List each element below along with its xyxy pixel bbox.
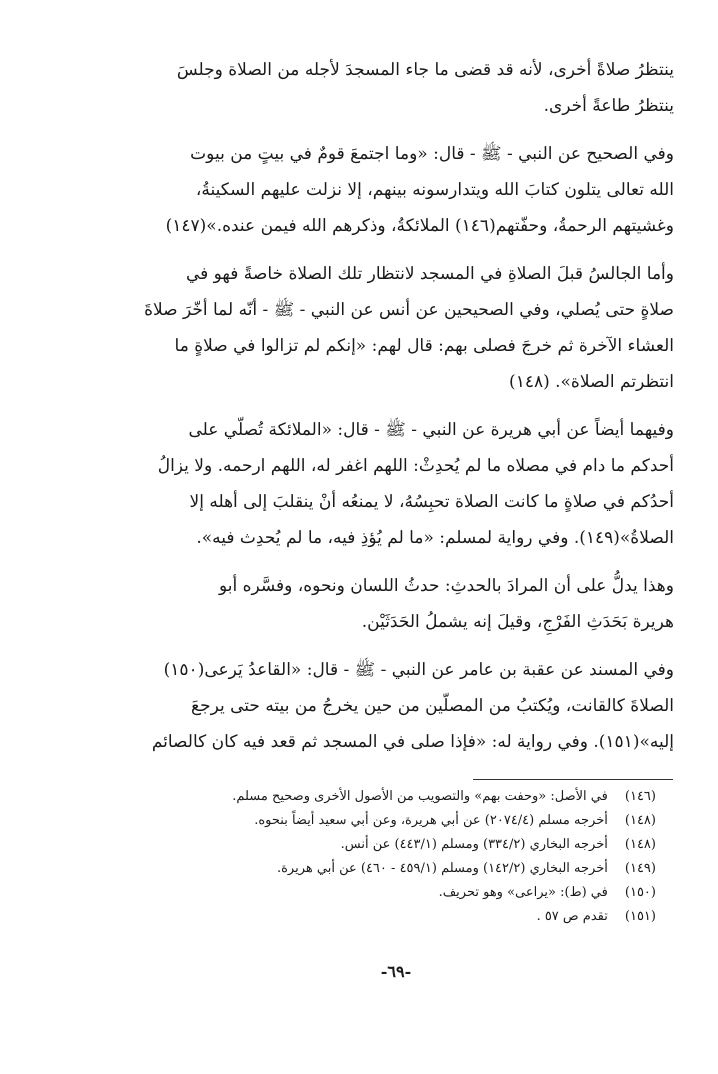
footnote-text: في (ط): «يراعى» وهو تحريف. — [438, 885, 608, 900]
paragraph-3 — [118, 256, 674, 400]
footnote-number: (١٥١) — [624, 909, 656, 924]
text-line: العشاء الآخرة ثم خرجَ فصلى بهم: قال لهم: «إنكم لم تزالوا في صلاةٍ ما — [174, 336, 674, 356]
footnote-number: (١٥٠) — [624, 885, 656, 900]
text-line: الصلاةُ»(١٤٩). وفي رواية لمسلم: «ما لم يُؤذِ فيه، ما لم يُحدِث فيه». — [196, 528, 674, 548]
text-line: هريرة بَحَدَثِ الفَرْجِ، وقيلَ إنه يشملُ الحَدَثَيْن. — [361, 612, 674, 632]
paragraph-6 — [118, 652, 674, 760]
paragraph-2 — [118, 136, 674, 244]
text-line: انتظرتم الصلاة». (١٤٨) — [509, 372, 674, 392]
footnote-item — [118, 833, 656, 857]
text-line: ينتظرُ طاعةً أخرى. — [543, 96, 674, 116]
text-line: أحدكم ما دام في مصلاه ما لم يُحدِثْ: اللهم اغفر له، اللهم ارحمه. ولا يزالُ — [157, 456, 674, 476]
text-line: الصلاةَ كالقانت، ويُكتبُ من المصلّين من حين يخرجُ من بيته حتى يرجعَ — [191, 696, 674, 716]
footnote-item — [118, 857, 656, 881]
footnotes-list — [118, 785, 674, 929]
footnote-text: تقدم ص ٥٧ . — [536, 909, 608, 924]
book-page — [118, 52, 674, 1052]
footnote-number: (١٤٨) — [624, 813, 656, 828]
footnote-item — [118, 905, 656, 929]
footnote-text: أخرجه البخاري (١٤٢/٢) ومسلم (٤٥٩/١ - ٤٦٠) عن أبي هريرة. — [276, 861, 608, 876]
text-line: الله تعالى يتلون كتابَ الله ويتدارسونه بينهم، إلا نزلت عليهم السكينةُ، — [195, 180, 674, 200]
footnote-number: (١٤٨) — [624, 837, 656, 852]
text-line: وأما الجالسُ قبلَ الصلاةِ في المسجد لانتظار تلك الصلاة خاصةً فهو في — [185, 264, 674, 284]
footnote-number: (١٤٩) — [624, 861, 656, 876]
text-line: صلاةٍ حتى يُصلي، وفي الصحيحين عن أنس عن النبي - ﷺ - أنّه لما أخّرَ صلاةَ — [144, 300, 674, 320]
paragraph-1 — [118, 52, 674, 124]
footnote-text: في الأصل: «وحفت بهم» والتصويب من الأصول الأخرى وصحيح مسلم. — [232, 789, 608, 804]
text-line: ينتظرُ صلاةً أخرى، لأنه قد قضى ما جاء المسجدَ لأجله من الصلاة وجلسَ — [176, 60, 674, 80]
paragraph-5 — [118, 568, 674, 640]
footnote-divider — [473, 779, 673, 780]
text-line: وغشيتهم الرحمةُ، وحفّتهم(١٤٦) الملائكةُ، وذكرهم الله فيمن عنده.»(١٤٧) — [165, 216, 674, 236]
text-line: أحدُكم في صلاةٍ ما كانت الصلاة تحبِسُهُ، لا يمنعُه أنْ ينقلبَ إلى أهله إلا — [189, 492, 674, 512]
paragraph-4 — [118, 412, 674, 556]
text-line: وفيهما أيضاً عن أبي هريرة عن النبي - ﷺ - قال: «الملائكة تُصلّي على — [188, 420, 674, 440]
footnote-text: أخرجه مسلم (٢٠٧٤/٤) عن أبي هريرة، وعن أبي سعيد أيضاً بنحوه. — [254, 813, 608, 828]
text-line: وفي المسند عن عقبة بن عامر عن النبي - ﷺ - قال: «القاعدُ يَرعى(١٥٠) — [163, 660, 674, 680]
footnote-item — [118, 785, 656, 809]
text-line: وفي الصحيح عن النبي - ﷺ - قال: «وما اجتمعَ قومٌ في بيتٍ من بيوت — [190, 144, 674, 164]
footnote-number: (١٤٦) — [624, 789, 656, 804]
footnote-text: أخرجه البخاري (٣٣٤/٢) ومسلم (٤٤٣/١) عن أنس. — [340, 837, 608, 852]
footnote-item — [118, 809, 656, 833]
text-line: وهذا يدلُّ على أن المرادَ بالحدثِ: حدثُ اللسان ونحوه، وفسَّره أبو — [218, 576, 674, 596]
page-number: -٦٩- — [380, 962, 412, 981]
footnote-item — [118, 881, 656, 905]
text-line: إليه»(١٥١). وفي رواية له: «فإذا صلى في المسجد ثم قعد فيه كان كالصائم — [151, 732, 674, 752]
